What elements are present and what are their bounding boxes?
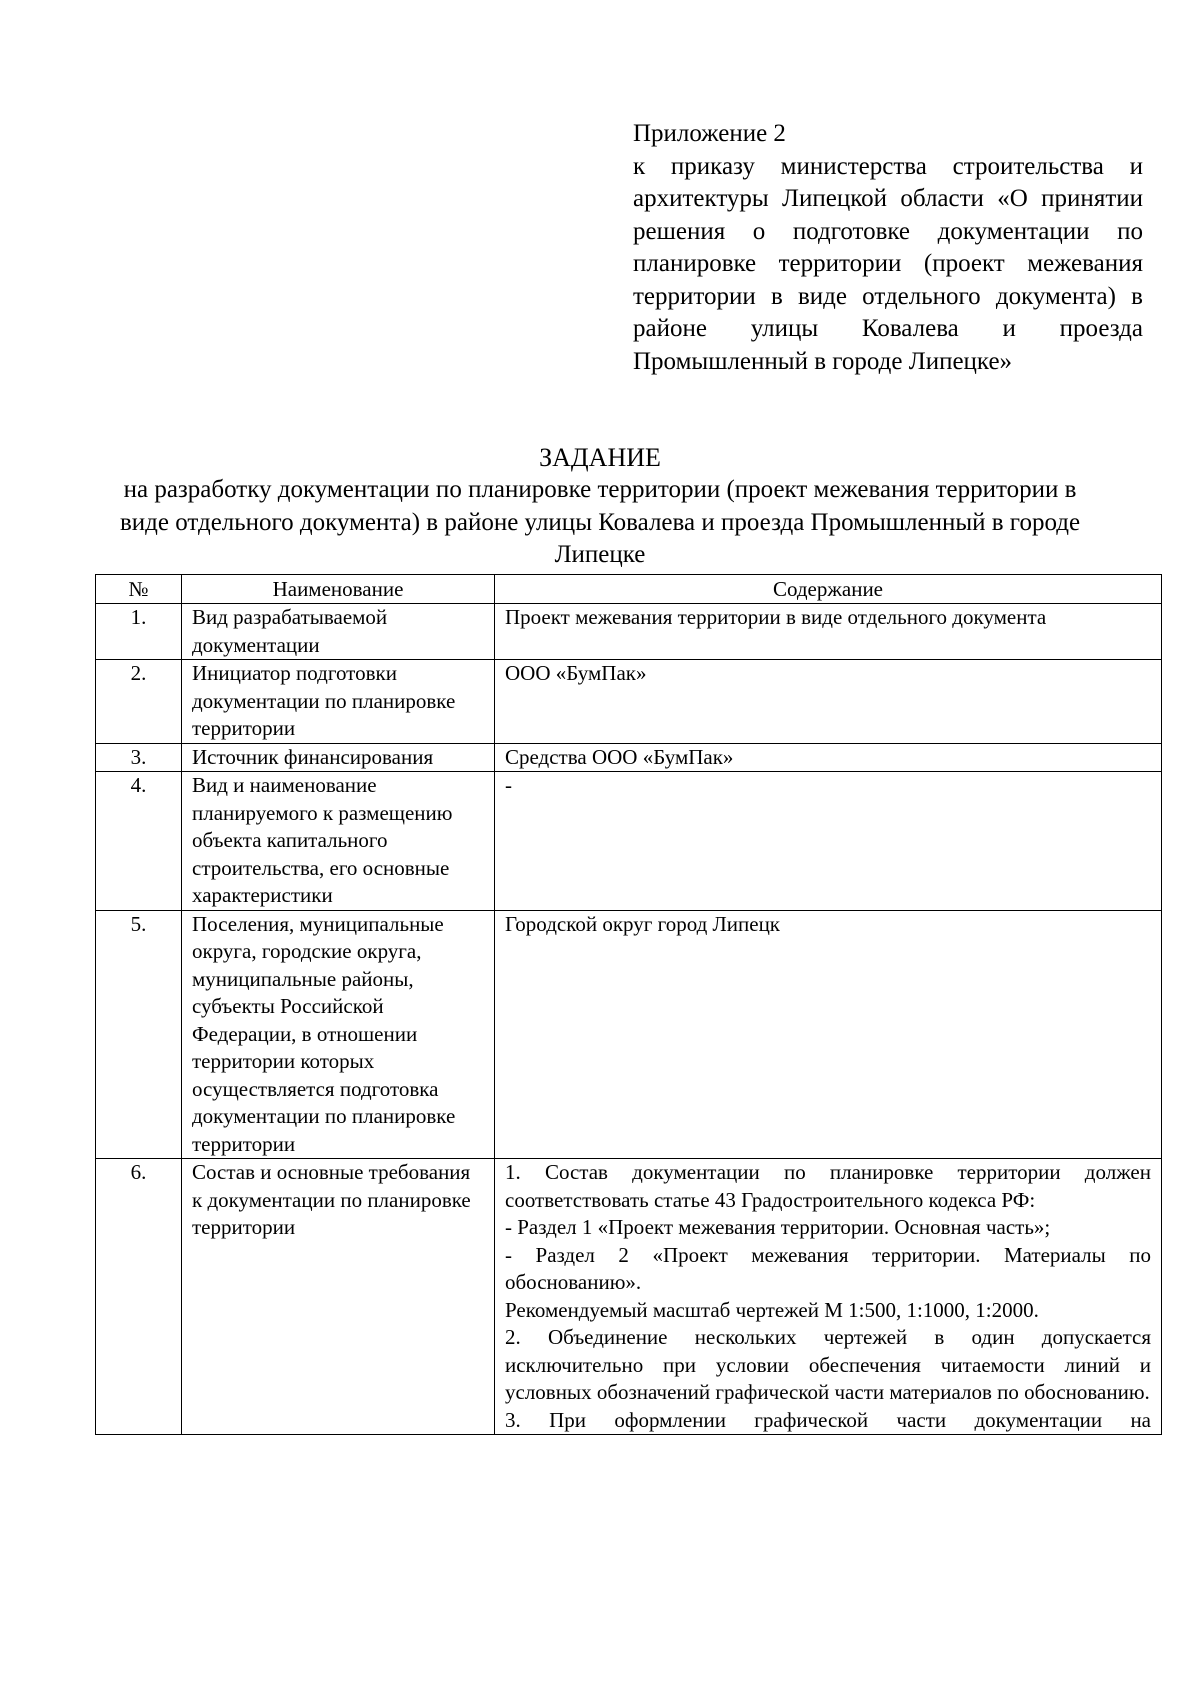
row-number: 2.: [96, 660, 182, 744]
content-paragraph: - Раздел 2 «Проект межевания территории. Материалы по обоснованию».: [505, 1242, 1151, 1294]
header-content: Содержание: [495, 575, 1162, 604]
row-content: Городской округ город Липецк: [495, 910, 1162, 1159]
row-content: [495, 1159, 1162, 1435]
table-row: [96, 1159, 1162, 1435]
table-row: [96, 772, 1162, 911]
row-content: ООО «БумПак»: [495, 660, 1162, 744]
table-row: [96, 660, 1162, 744]
header-number: №: [96, 575, 182, 604]
row-content: Средства ООО «БумПак»: [495, 743, 1162, 772]
title-block: [0, 442, 1200, 572]
document-subtitle: на разработку документации по планировке территории (проект межевания территории в виде отдельного документа) в районе улицы Ковалева и проезда Промышленный в городе Липецке: [119, 476, 1081, 568]
row-number: 3.: [96, 743, 182, 772]
table-row: [96, 743, 1162, 772]
row-content: Проект межевания территории в виде отдельного документа: [495, 604, 1162, 660]
row-number: 4.: [96, 772, 182, 911]
content-paragraph: Рекомендуемый масштаб чертежей М 1:500, 1:1000, 1:2000.: [505, 1297, 1039, 1322]
row-content: -: [495, 772, 1162, 911]
row-name: Поселения, муниципальные округа, городские округа, муниципальные районы, субъекты Российской Федерации, в отношении территории которых осуществляется подготовка документации по планировке территории: [182, 910, 495, 1159]
table-header-row: [96, 575, 1162, 604]
document-title: ЗАДАНИЕ: [539, 443, 661, 472]
row-name: Вид и наименование планируемого к размещению объекта капитального строительства, его основные характеристики: [182, 772, 495, 911]
row-number: 6.: [96, 1159, 182, 1435]
appendix-number: Приложение 2: [633, 120, 786, 147]
row-name: Вид разрабатываемой документации: [182, 604, 495, 660]
appendix-reference: к приказу министерства строительства и архитектуры Липецкой области «О принятии решения о подготовке документации по планировке территории (проект межевания территории в виде отдельного документа) в районе улицы Ковалева и проезда Промышленный в городе Липецке»: [633, 152, 1143, 375]
content-paragraph: - Раздел 1 «Проект межевания территории. Основная часть»;: [505, 1215, 1051, 1239]
appendix-block: [633, 118, 1143, 378]
row-name: Источник финансирования: [182, 743, 495, 772]
content-paragraph: 2. Объединение нескольких чертежей в один допускается исключительно при условии обеспечения читаемости линий и условных обозначений графической части материалов по обоснованию.: [505, 1325, 1151, 1404]
table-row: [96, 910, 1162, 1159]
task-table: [95, 574, 1162, 1435]
content-paragraph: 1. Состав документации по планировке территории должен соответствовать статье 43 Градостроительного кодекса РФ:: [505, 1160, 1151, 1212]
row-name: Инициатор подготовки документации по планировке территории: [182, 660, 495, 744]
content-paragraph: 3. При оформлении графической части документации на: [505, 1407, 1151, 1432]
row-number: 1.: [96, 604, 182, 660]
row-name: Состав и основные требования к документации по планировке территории: [182, 1159, 495, 1435]
header-name: Наименование: [182, 575, 495, 604]
row-number: 5.: [96, 910, 182, 1159]
table-row: [96, 604, 1162, 660]
